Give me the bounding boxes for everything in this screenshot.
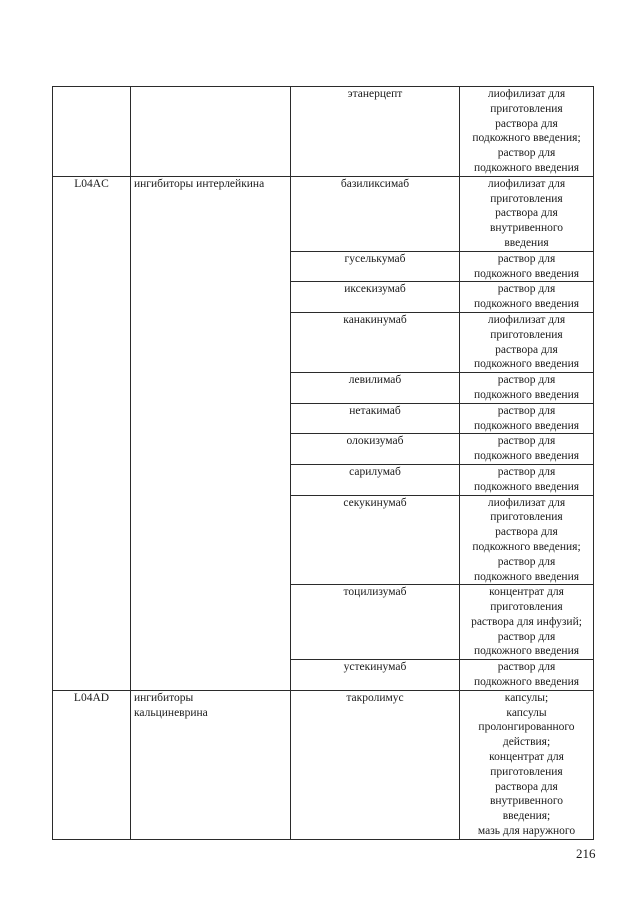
drug-name: такролимус [346,691,404,704]
dosage-form-line: раствор для [497,252,556,265]
dosage-form-line: внутривенного [489,795,564,808]
dosage-form-line: подкожного введения [473,298,580,311]
dosage-form-line: подкожного введения; [472,540,581,553]
dosage-form-cell [460,585,594,660]
drug-name-cell [291,312,460,372]
table-row [53,690,594,839]
table-row [53,176,594,251]
dosage-form-line: подкожного введения [473,570,580,583]
dosage-form-line: концентрат для [489,586,564,599]
dosage-form-line: подкожного введения [473,419,580,432]
dosage-form-line: раствора для [495,780,558,793]
dosage-form-line: мазь для наружного [477,825,576,838]
page-number: 216 [576,846,596,861]
drug-name: тоцилизумаб [343,586,407,599]
drug-name-cell [291,495,460,585]
dosage-form-line: лиофилизат для [487,496,566,509]
dosage-form-cell [460,87,594,177]
dosage-form-line: раствор для [497,147,556,160]
atc-code: L04AC [74,177,109,190]
dosage-form-line: лиофилизат для [487,88,566,100]
dosage-form-cell [460,373,594,404]
dosage-form-line: раствора для [495,207,558,220]
dosage-form-cell [460,495,594,585]
drug-name-cell [291,87,460,177]
drug-name-cell [291,403,460,434]
dosage-form-cell [460,403,594,434]
dosage-form-cell [460,660,594,691]
dosage-form-line: раствор для [497,630,556,643]
medication-table [52,86,594,840]
dosage-form-cell [460,312,594,372]
drug-name-cell [291,176,460,251]
dosage-form-line: раствор для [497,435,556,448]
dosage-form-line: раствор для [497,465,556,478]
dosage-form-line: введения [504,236,549,249]
dosage-form-line: лиофилизат для [487,313,566,326]
drug-group-name: ингибиторы [134,691,194,704]
dosage-form-line: приготовления [490,765,563,778]
drug-name-cell [291,434,460,465]
dosage-form-line: капсулы; [504,691,549,704]
drug-name: иксекизумаб [344,283,406,296]
atc-code: L04AD [73,691,110,704]
dosage-form-line: подкожного введения [473,388,580,401]
dosage-form-line: лиофилизат для [487,177,566,190]
dosage-form-line: раствора для [495,117,558,130]
drug-name: нетакимаб [349,404,401,417]
drug-name: этанерцепт [347,88,403,100]
drug-group-name: ингибиторы интерлейкина [134,177,265,190]
atc-code-cell [53,690,131,839]
drug-name: левилимаб [348,374,402,387]
dosage-form-line: капсулы [506,706,547,719]
drug-name-cell [291,464,460,495]
drug-group-cell [131,87,291,177]
dosage-form-cell [460,251,594,282]
medication-table-body [53,87,594,840]
dosage-form-line: концентрат для [489,751,564,764]
dosage-form-line: раствора для [495,526,558,539]
drug-name-cell [291,373,460,404]
dosage-form-cell [460,282,594,313]
drug-name: гуселькумаб [344,252,406,265]
dosage-form-line: раствор для [497,374,556,387]
drug-name: канакинумаб [343,313,407,326]
dosage-form-line: раствора для инфузий; [471,615,582,628]
drug-name-cell [291,282,460,313]
dosage-form-cell [460,176,594,251]
dosage-form-line: раствор для [497,283,556,296]
dosage-form-cell [460,434,594,465]
dosage-form-line: приготовления [490,102,563,115]
drug-name-cell [291,690,460,839]
dosage-form-line: раствор для [497,661,556,674]
atc-code-cell [53,176,131,690]
drug-name-cell [291,251,460,282]
dosage-form-line: приготовления [490,192,563,205]
drug-name: сарилумаб [349,465,401,478]
drug-group-cell [131,690,291,839]
dosage-form-line: введения; [502,810,551,823]
dosage-form-line: подкожного введения; [472,132,581,145]
dosage-form-line: внутривенного [489,222,564,235]
drug-name-cell [291,660,460,691]
atc-code-cell [53,87,131,177]
dosage-form-line: приготовления [490,601,563,614]
dosage-form-line: подкожного введения [473,645,580,658]
drug-group-name: кальциневрина [134,706,208,719]
dosage-form-line: подкожного введения [473,358,580,371]
dosage-form-line: раствор для [497,404,556,417]
dosage-form-cell [460,690,594,839]
dosage-form-line: пролонгированного [478,721,575,734]
drug-name: олокизумаб [346,435,404,448]
dosage-form-line: подкожного введения [473,676,580,689]
dosage-form-line: подкожного введения [473,480,580,493]
dosage-form-line: действия; [502,736,551,749]
dosage-form-line: раствора для [495,343,558,356]
dosage-form-line: подкожного введения [473,450,580,463]
drug-group-cell [131,176,291,690]
dosage-form-line: приготовления [490,328,563,341]
drug-name-cell [291,585,460,660]
dosage-form-line: приготовления [490,511,563,524]
dosage-form-line: подкожного введения [473,267,580,280]
drug-name: базиликсимаб [340,177,410,190]
dosage-form-cell [460,464,594,495]
dosage-form-line: раствор для [497,555,556,568]
dosage-form-line: подкожного введения [473,161,580,174]
table-row [53,87,594,177]
drug-name: секукинумаб [343,496,407,509]
drug-name: устекинумаб [343,661,407,674]
